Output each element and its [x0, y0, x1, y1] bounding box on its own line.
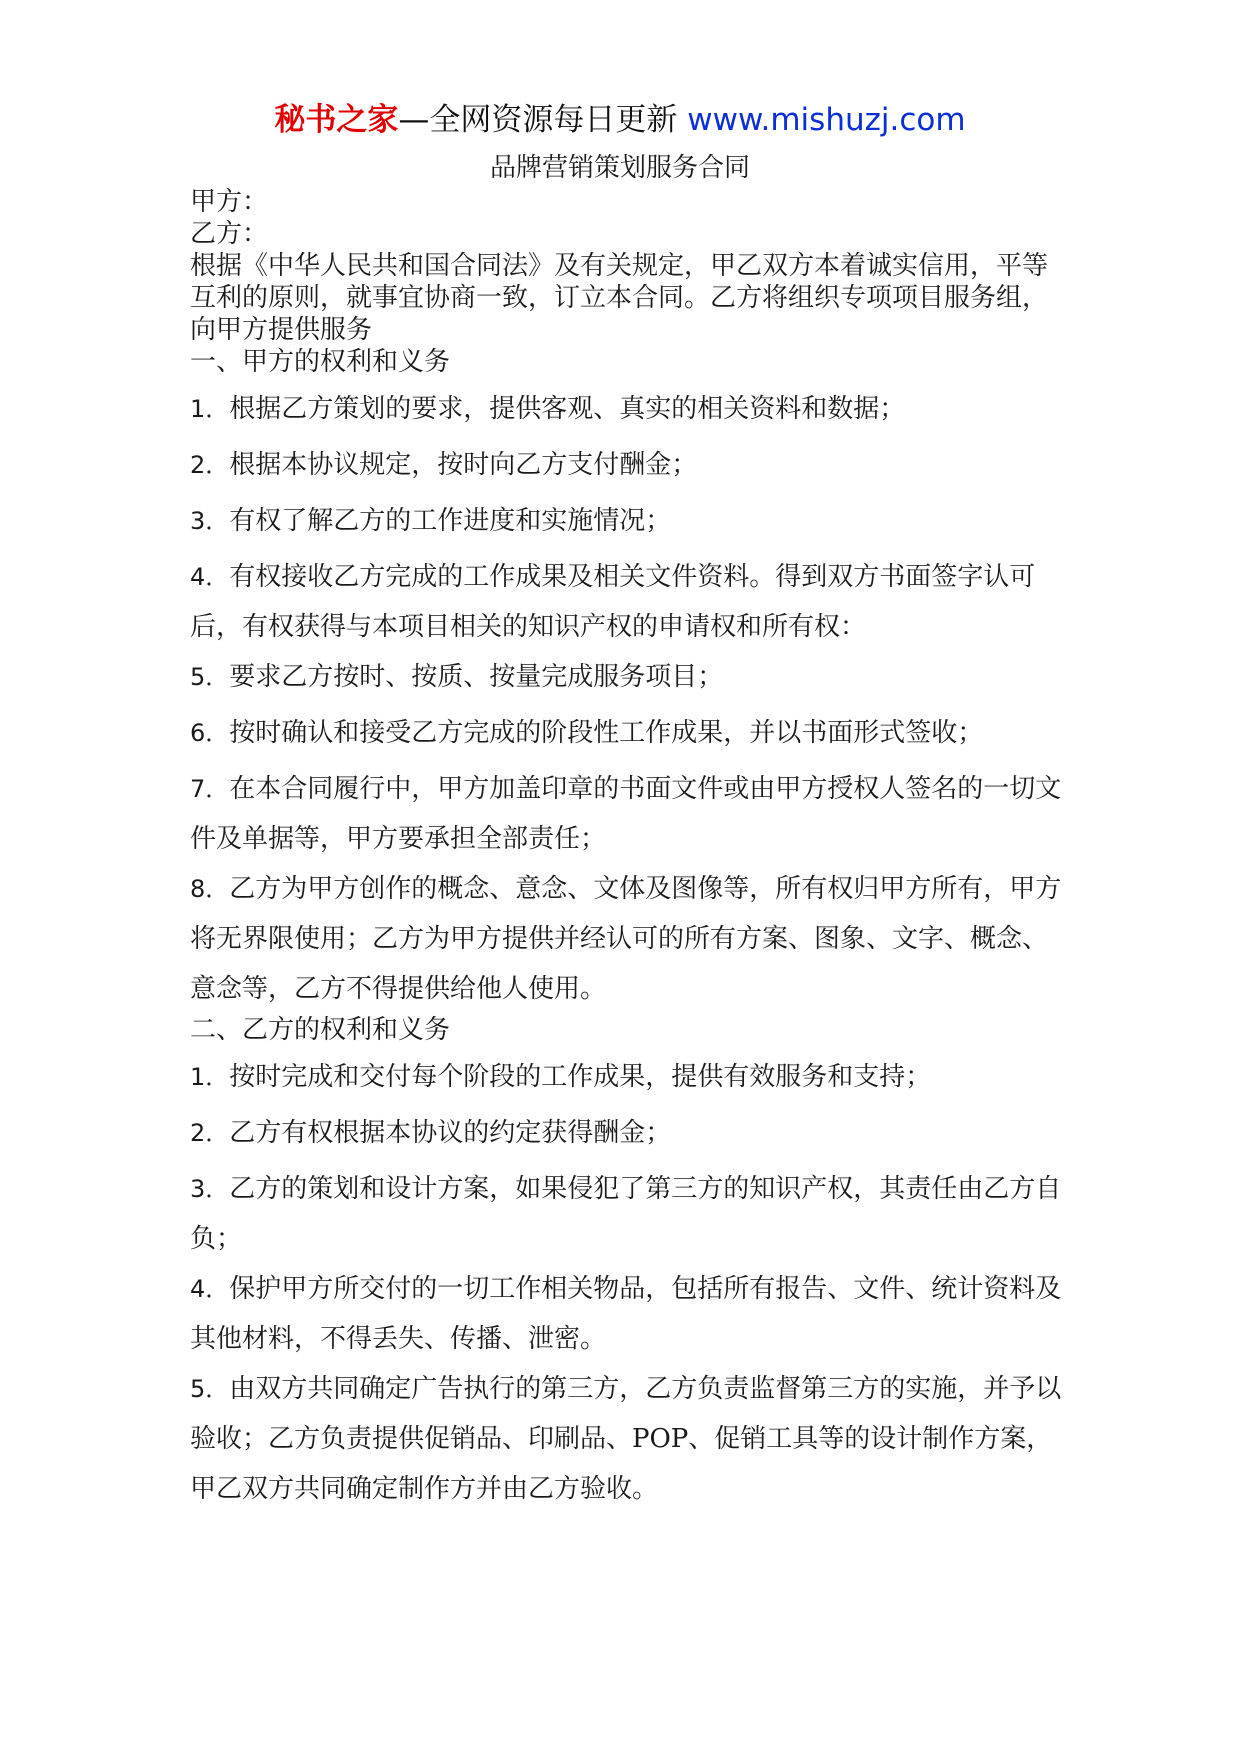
- site-banner: [0, 100, 1240, 140]
- section2-heading: 二、乙方的权利和义务: [190, 1015, 451, 1045]
- item-number: 3．: [190, 507, 230, 535]
- brand-name: 秘书之家: [274, 102, 399, 138]
- item-number: 2．: [190, 1119, 230, 1147]
- section1-item-1: [190, 384, 1070, 434]
- document-title: 品牌营销策划服务合同: [489, 153, 750, 183]
- section1-item-7: [190, 764, 1070, 864]
- section1-item-2: [190, 440, 1070, 490]
- item-number: 8．: [190, 875, 230, 903]
- item-text: 乙方为甲方创作的概念、意念、文体及图像等，所有权归甲方所有，甲方将无界限使用；乙方为甲方提供并经认可的所有方案、图象、文字、概念、意念等，乙方不得提供给他人使用。: [190, 874, 1062, 1004]
- intro-paragraph: 根据《中华人民共和国合同法》及有关规定，甲乙双方本着诚实信用，平等互利的原则，就事宜协商一致，订立本合同。乙方将组织专项项目服务组，向甲方提供服务: [190, 251, 1049, 345]
- item-text: 保护甲方所交付的一切工作相关物品，包括所有报告、文件、统计资料及其他材料，不得丢失、传播、泄密。: [190, 1274, 1062, 1354]
- section2-item-1: [190, 1052, 1070, 1102]
- item-number: 3．: [190, 1175, 230, 1203]
- site-url-link[interactable]: www.mishuzj.com: [687, 102, 966, 138]
- item-text: 由双方共同确定广告执行的第三方，乙方负责监督第三方的实施，并予以验收；乙方负责提供促销品、印刷品、POP、促销工具等的设计制作方案，甲乙双方共同确定制作方并由乙方验收。: [190, 1374, 1062, 1504]
- item-number: 1．: [190, 1063, 230, 1091]
- item-text: 要求乙方按时、按质、按量完成服务项目；: [229, 662, 724, 692]
- section1-item-4: [190, 552, 1070, 652]
- item-text: 有权接收乙方完成的工作成果及相关文件资料。得到双方书面签字认可后，有权获得与本项目相关的知识产权的申请权和所有权：: [190, 562, 1036, 642]
- section2-item-4: [190, 1264, 1070, 1364]
- item-text: 乙方有权根据本协议的约定获得酬金；: [229, 1118, 672, 1148]
- item-number: 5．: [190, 1375, 230, 1403]
- party-a-line: 甲方：: [190, 187, 269, 217]
- party-b-line: 乙方：: [190, 219, 269, 249]
- section1-item-3: [190, 496, 1070, 546]
- item-number: 6．: [190, 719, 230, 747]
- item-number: 7．: [190, 775, 230, 803]
- item-text: 有权了解乙方的工作进度和实施情况；: [229, 506, 672, 536]
- section2-item-3: [190, 1164, 1070, 1264]
- item-text: 乙方的策划和设计方案，如果侵犯了第三方的知识产权，其责任由乙方自负；: [190, 1174, 1062, 1254]
- section1-item-8: [190, 864, 1070, 1014]
- item-number: 4．: [190, 1275, 230, 1303]
- item-number: 2．: [190, 451, 230, 479]
- item-text: 按时完成和交付每个阶段的工作成果，提供有效服务和支持；: [229, 1062, 932, 1092]
- banner-slogan: —全网资源每日更新: [398, 102, 678, 138]
- section1-item-5: [190, 652, 1070, 702]
- item-text: 在本合同履行中，甲方加盖印章的书面文件或由甲方授权人签名的一切文件及单据等，甲方要承担全部责任；: [190, 774, 1062, 854]
- item-text: 根据乙方策划的要求，提供客观、真实的相关资料和数据；: [229, 394, 906, 424]
- section2-item-5: [190, 1364, 1070, 1514]
- document-body: [190, 186, 1070, 1514]
- item-text: 按时确认和接受乙方完成的阶段性工作成果，并以书面形式签收；: [229, 718, 984, 748]
- item-number: 4．: [190, 563, 230, 591]
- item-text: 根据本协议规定，按时向乙方支付酬金；: [229, 450, 698, 480]
- section1-item-6: [190, 708, 1070, 758]
- item-number: 5．: [190, 663, 230, 691]
- section1-heading: 一、甲方的权利和义务: [190, 347, 451, 377]
- item-number: 1．: [190, 395, 230, 423]
- section2-item-2: [190, 1108, 1070, 1158]
